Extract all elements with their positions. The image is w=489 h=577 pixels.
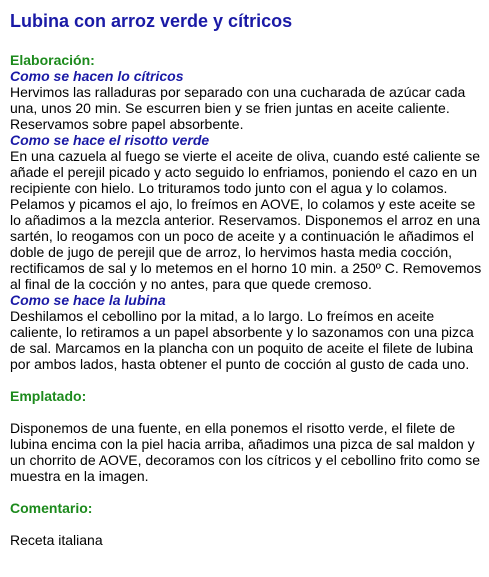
step-citricos-text: Hervimos las ralladuras por separado con una cucharada de azúcar cada una, unos 20 min. Se escurren bien y se frien juntas en aceite caliente. Reservamos sobre papel absorbente. xyxy=(10,84,466,132)
step-lubina-text: Deshilamos el cebollino por la mitad, a lo largo. Lo freímos en aceite caliente, lo retiramos a un papel absorbente y lo sazonamos con una pizca de sal. Marcamos en la plancha con un poquito de aceite el filete de lubina por ambos lados, hasta obtener el punto de cocción al gusto de cada uno. xyxy=(10,308,474,372)
step-citricos-heading: Como se hacen lo cítricos xyxy=(10,68,184,84)
comentario-text: Receta italiana xyxy=(10,532,103,548)
comentario-section xyxy=(10,500,482,548)
emplatado-section xyxy=(10,388,482,484)
elaboracion-heading: Elaboración: xyxy=(10,52,95,68)
comentario-heading: Comentario: xyxy=(10,500,93,516)
emplatado-heading: Emplatado: xyxy=(10,388,87,404)
step-risotto-text: En una cazuela al fuego se vierte el aceite de oliva, cuando esté caliente se añade el perejil picado y acto seguido lo enfriamos, poniendo el cazo en un recipiente con hielo. Lo trituramos todo junto con el agua y lo colamos. Pelamos y picamos el ajo, lo freímos en AOVE, lo colamos y este aceite se lo añadimos a la mezcla anterior. Reservamos. Disponemos el arroz en una sartén, lo reogamos con un poco de aceite y a continuación le añadimos el doble de jugo de perejil que de arroz, lo hervimos hasta media cocción, rectificamos de sal y lo metemos en el horno 10 min. a 250º C. Removemos al final de la cocción y no antes, para que quede cremoso. xyxy=(10,148,482,292)
recipe-title: Lubina con arroz verde y cítricos xyxy=(10,11,293,31)
emplatado-text: Disponemos de una fuente, en ella ponemos el risotto verde, el filete de lubina encima con la piel hacia arriba, añadimos una pizca de sal maldon y un chorrito de AOVE, decoramos con los cítricos y el cebollino frito como se muestra en la imagen. xyxy=(10,420,480,484)
step-lubina-heading: Como se hace la lubina xyxy=(10,292,166,308)
elaboracion-section xyxy=(10,52,482,372)
recipe-page xyxy=(10,0,482,548)
step-risotto-heading: Como se hace el risotto verde xyxy=(10,132,210,148)
